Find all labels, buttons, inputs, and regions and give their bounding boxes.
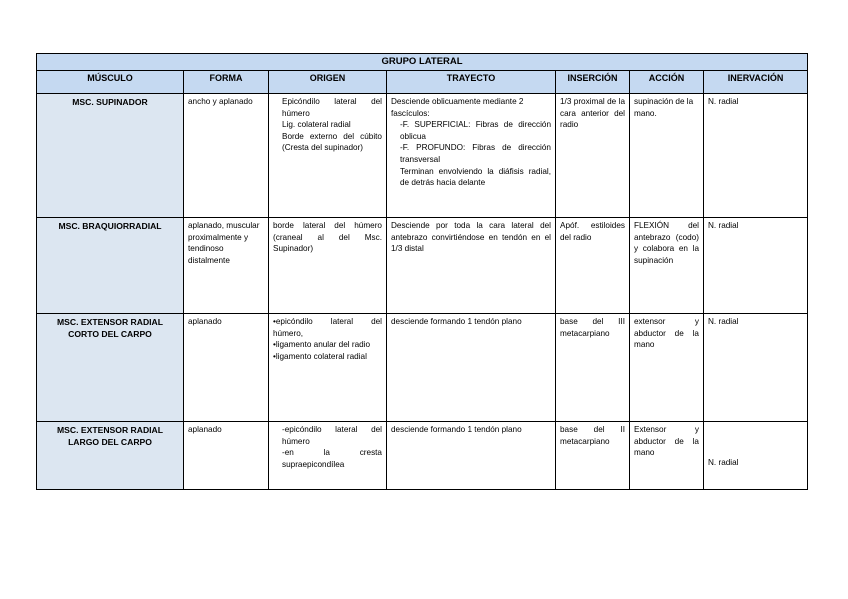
accion-cell: supinación de la mano. [630,94,704,218]
trayecto-line: -F. SUPERFICIAL: Fibras de dirección oblicua [400,120,551,141]
accion-cell: extensor y abductor de la mano [630,314,704,422]
header-origen: ORIGEN [269,71,387,94]
origen-cell [269,422,387,490]
table-row [37,314,808,422]
origen-line: -epicóndilo lateral del húmero [282,425,382,446]
muscle-name-cell: MSC. SUPINADOR [37,94,184,218]
forma-cell: aplanado, muscular proximalmente y tendinoso distalmente [184,218,269,314]
header-insercion: INSERCIÓN [556,71,630,94]
trayecto-cell [387,314,556,422]
insercion-cell: base del II metacarpiano [556,422,630,490]
header-forma: FORMA [184,71,269,94]
header-accion: ACCIÓN [630,71,704,94]
origen-cell [269,94,387,218]
trayecto-line: Desciende por toda la cara lateral del antebrazo convirtiéndose en tendón en el 1/3 distal [391,221,551,254]
header-trayecto: TRAYECTO [387,71,556,94]
inervacion-cell: N. radial [704,314,808,422]
origen-line: •epicóndilo lateral del húmero, [273,317,382,338]
inervacion-cell [704,422,808,490]
forma-cell: aplanado [184,422,269,490]
origen-line: -en la cresta supraepicondílea [282,448,382,469]
trayecto-line: Desciende oblicuamente mediante 2 fascículos: [391,97,524,118]
table-row [37,218,808,314]
forma-cell: aplanado [184,314,269,422]
accion-cell: Extensor y abductor de la mano [630,422,704,490]
group-title: GRUPO LATERAL [37,54,808,71]
insercion-cell: 1/3 proximal de la cara anterior del radio [556,94,630,218]
muscle-name-cell: MSC. EXTENSOR RADIAL LARGO DEL CARPO [37,422,184,490]
trayecto-line: desciende formando 1 tendón plano [391,425,522,434]
header-inervacion: INERVACIÓN [704,71,808,94]
insercion-cell: base del III metacarpiano [556,314,630,422]
column-header-row [37,71,808,94]
header-musculo: MÚSCULO [37,71,184,94]
origen-line: •ligamento colateral radial [273,351,367,361]
table-row [37,94,808,218]
muscle-name-cell: MSC. EXTENSOR RADIAL CORTO DEL CARPO [37,314,184,422]
trayecto-cell [387,422,556,490]
inervacion-text: N. radial [708,458,739,467]
trayecto-line: desciende formando 1 tendón plano [391,317,522,326]
muscle-name-cell: MSC. BRAQUIORRADIAL [37,218,184,314]
group-header-row [37,54,808,71]
inervacion-cell: N. radial [704,94,808,218]
origen-line: Lig. colateral radial [282,120,351,130]
table-row [37,422,808,490]
origen-line: Borde externo del cúbito (Cresta del supinador) [282,131,382,153]
forma-cell: ancho y aplanado [184,94,269,218]
origen-cell [269,218,387,314]
origen-line: •ligamento anular del radio [273,340,371,350]
accion-cell: FLEXIÓN del antebrazo (codo) y colabora en la supinación [630,218,704,314]
origen-line: Epicóndilo lateral del húmero [282,97,382,118]
origen-cell [269,314,387,422]
insercion-cell: Apóf. estiloides del radio [556,218,630,314]
inervacion-cell: N. radial [704,218,808,314]
trayecto-line: Terminan envolviendo la diáfisis radial, de detrás hacia delante [400,166,551,188]
trayecto-cell [387,94,556,218]
muscle-table [36,53,808,490]
trayecto-line: -F. PROFUNDO: Fibras de dirección transversal [400,143,551,164]
origen-line: borde lateral del húmero (craneal al del Msc. Supinador) [273,221,382,254]
trayecto-cell [387,218,556,314]
